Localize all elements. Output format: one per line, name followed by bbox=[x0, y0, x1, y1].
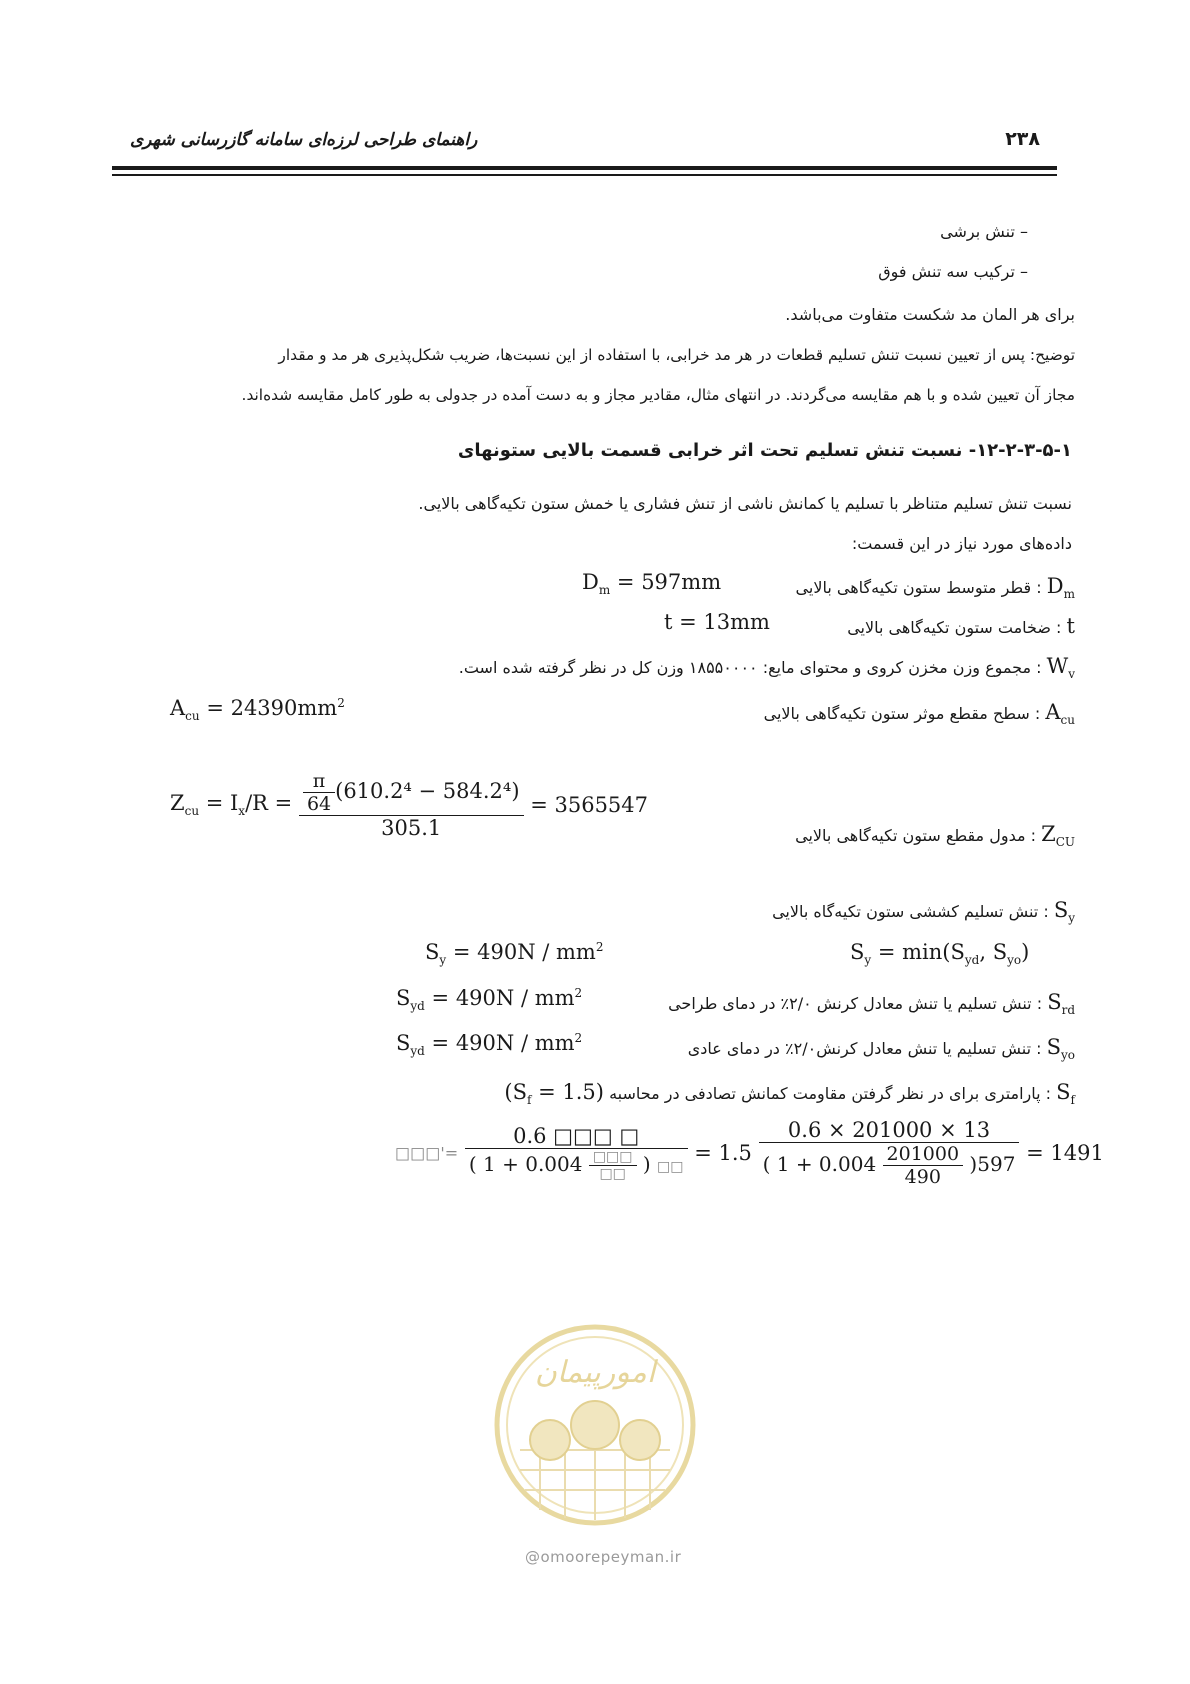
def-acu-symbol: $A_{cu}$ bbox=[1045, 700, 1075, 728]
paragraph-explanation-line1: توضیح: پس از تعیین نسبت تنش تسلیم قطعات در هر مد خرابی، با استفاده از این نسبت‌ها، ضریب شکل‌پذیری هر مد و مقدار bbox=[278, 346, 1075, 364]
header-rule-thin bbox=[112, 174, 1057, 176]
def-syo-row bbox=[688, 1035, 1075, 1062]
def-syo-symbol: $S_{yo}$ bbox=[1046, 1035, 1075, 1063]
def-syd-symbol: $S_{rd}$ bbox=[1047, 990, 1075, 1018]
def-syd-row bbox=[668, 990, 1075, 1017]
def-acu-label: : سطح مقطع موثر ستون تکیه‌گاهی بالایی bbox=[763, 704, 1041, 723]
syd-value: $S_{yd} = 490N / mm^2$ bbox=[396, 986, 583, 1014]
def-zcu-row bbox=[795, 822, 1075, 849]
bullet-combined-stress: – ترکیب سه تنش فوق bbox=[878, 262, 1028, 281]
def-sy-row bbox=[772, 898, 1075, 925]
zcu-equation: $Z_{cu} = I_x/R$ = $\frac{\pi}{64}$ (610.2⁴ − 584.2⁴) 305.1 = 3565547 bbox=[170, 770, 649, 840]
data-intro: داده‌های مورد نیاز در این قسمت: bbox=[851, 534, 1072, 553]
watermark-logo-icon bbox=[490, 1320, 700, 1530]
def-syd-label: : تنش تسلیم یا تنش معادل کرنش ۲/۰٪ در دمای طراحی bbox=[668, 994, 1043, 1013]
section-heading: ۱۲-۲-۳-۵-۱- نسبت تنش تسلیم تحت اثر خرابی قسمت بالایی ستونهای bbox=[457, 440, 1072, 461]
header-rule-thick bbox=[112, 166, 1057, 170]
def-zcu-label: : مدول مقطع ستون تکیه‌گاهی بالایی bbox=[795, 826, 1037, 845]
page-number: ۲۳۸ bbox=[1005, 128, 1040, 150]
watermark-site: @omoorepeyman.ir bbox=[525, 1548, 682, 1566]
sy-value: $S_y = 490N / mm^2$ bbox=[425, 940, 604, 968]
final-fraction-1: 0.6 □□□ □ ( 1 + 0.004 $\frac{□□□}{□□}$ ) □□ bbox=[465, 1124, 688, 1182]
def-acu-row bbox=[764, 700, 1075, 727]
def-dm-label: : قطر متوسط ستون تکیه‌گاهی بالایی bbox=[795, 578, 1042, 597]
final-equation: □□□'= 0.6 □□□ □ ( 1 + 0.004 $\frac{□□□}{□□}$ ) □□ = 1.5 0.6 × 201000 × 13 ( 1 + 0.004 $\frac{201000}{490}$ )597 = 1491 bbox=[395, 1118, 1104, 1188]
def-zcu-symbol: $Z_{CU}$ bbox=[1041, 822, 1075, 850]
def-sy-label: : تنش تسلیم کششی ستون تکیه‌گاه بالایی bbox=[772, 902, 1049, 921]
def-dm-value: $D_m = 597mm$ bbox=[582, 570, 722, 598]
def-wv-symbol: $W_v$ bbox=[1046, 654, 1075, 682]
def-t-value: t = 13mm bbox=[664, 610, 770, 634]
zcu-fraction: $\frac{\pi}{64}$ (610.2⁴ − 584.2⁴) 305.1 bbox=[299, 770, 524, 840]
def-t-symbol: t bbox=[1066, 614, 1075, 638]
def-sf-row bbox=[504, 1080, 1075, 1107]
bullet-shear-stress: – تنش برشی bbox=[940, 222, 1028, 241]
section-intro: نسبت تنش تسلیم متناظر با تسلیم یا کمانش ناشی از تنش فشاری یا خمش ستون تکیه‌گاهی بالایی. bbox=[418, 494, 1072, 513]
def-wv-row bbox=[459, 654, 1075, 681]
def-dm-symbol: $D_m$ bbox=[1046, 574, 1075, 602]
running-header-title: راهنمای طراحی لرزه‌ای سامانه گازرسانی شهری bbox=[130, 130, 478, 150]
def-t-label: : ضخامت ستون تکیه‌گاهی بالایی bbox=[847, 618, 1062, 637]
paragraph-failure-mode: برای هر المان مد شکست متفاوت می‌باشد. bbox=[785, 305, 1075, 324]
def-syo-label: : تنش تسلیم یا تنش معادل کرنش۲/۰٪ در دمای عادی bbox=[687, 1039, 1042, 1058]
paragraph-explanation-line2: مجاز آن تعیین شده و با هم مقایسه می‌گردند. در انتهای مثال، مقادیر مجاز و به دست آمده در جدولی به طور کامل مقایسه شده‌اند. bbox=[241, 386, 1075, 404]
def-wv-label: : مجموع وزن مخزن کروی و محتوای مایع: ۱۸۵۵۰۰۰۰ وزن کل در نظر گرفته شده است. bbox=[458, 658, 1042, 677]
def-sf-symbol: $S_f$ bbox=[1056, 1080, 1075, 1108]
def-sy-symbol: $S_y$ bbox=[1053, 898, 1075, 926]
syo-value: $S_{yd} = 490N / mm^2$ bbox=[396, 1031, 583, 1059]
def-sf-label: : پارامتری برای در نظر گرفتن مقاومت کمانش تصادفی در محاسبه bbox=[609, 1084, 1052, 1103]
sf-value: $(S_f = 1.5)$ bbox=[504, 1080, 604, 1108]
def-acu-value: $A_{cu} = 24390mm^2$ bbox=[170, 696, 345, 724]
final-fraction-2: 0.6 × 201000 × 13 ( 1 + 0.004 $\frac{201000}{490}$ )597 bbox=[759, 1118, 1020, 1188]
def-dm-row bbox=[796, 574, 1075, 601]
sy-formula: $S_y = \min(S_{yd}$, $S_{yo}$) bbox=[850, 940, 1030, 968]
def-t-row bbox=[847, 614, 1075, 638]
watermark-logo-text: امورپیمان bbox=[534, 1355, 656, 1390]
